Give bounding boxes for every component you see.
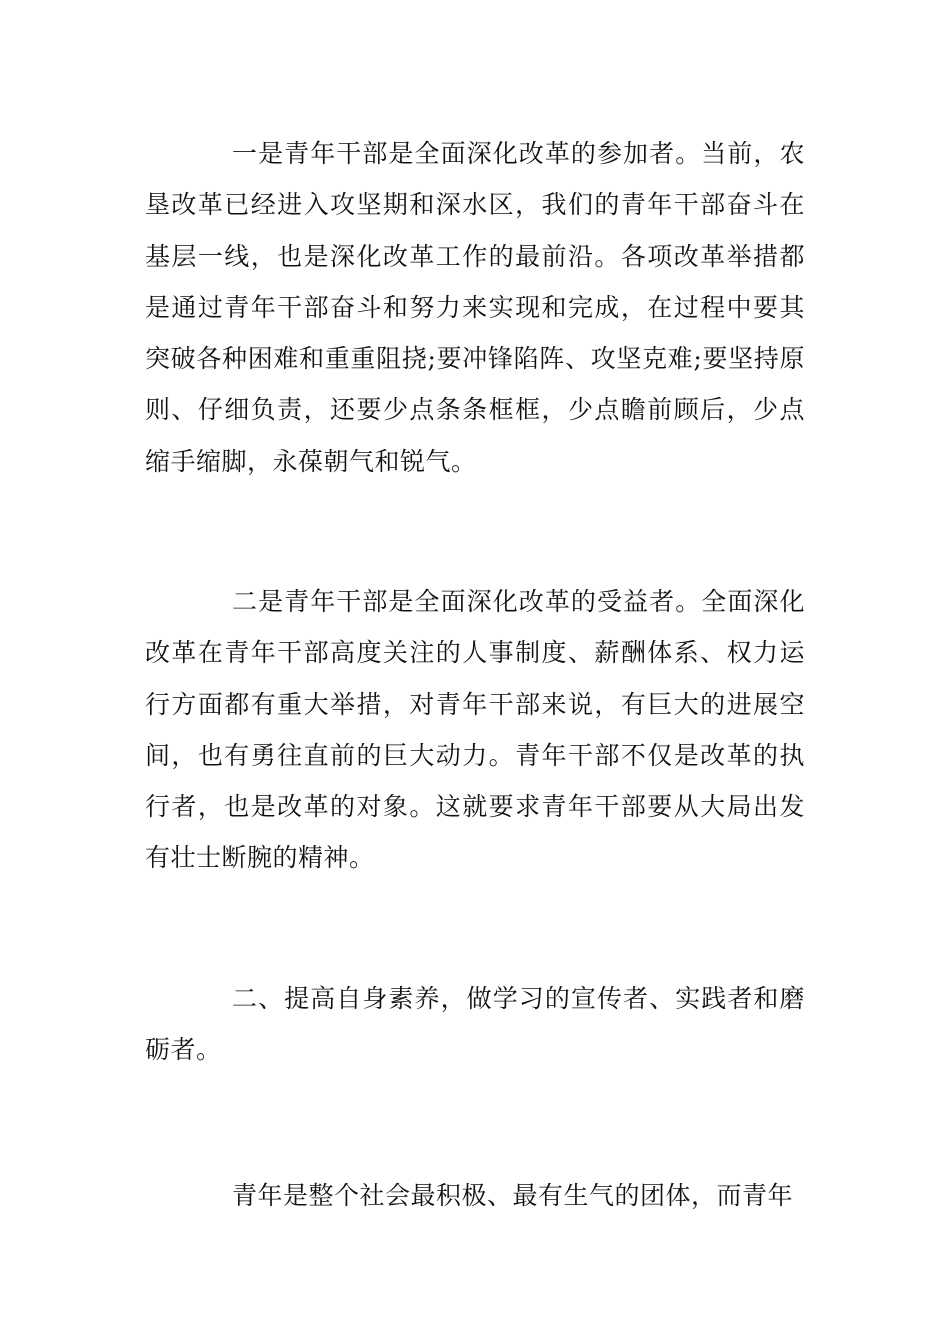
section-heading-self-cultivation: 二、提高自身素养，做学习的宣传者、实践者和磨砺者。 (145, 984, 805, 1065)
paragraph-reform-beneficiaries: 二是青年干部是全面深化改革的受益者。全面深化改革在青年干部高度关注的人事制度、薪酬体系、权力运行方面都有重大举措，对青年干部来说，有巨大的进展空间，也有勇往直前的巨大动力。青年干部不仅是改革的执行者，也是改革的对象。这就要求青年干部要从大局出发有壮士断腕的精神。 (145, 587, 805, 873)
paragraph-reform-participants: 一是青年干部是全面深化改革的参加者。当前，农垦改革已经进入攻坚期和深水区，我们的青年干部奋斗在基层一线，也是深化改革工作的最前沿。各项改革举措都是通过青年干部奋斗和努力来实现和完成，在过程中要其突破各种困难和重重阻挠;要冲锋陷阵、攻坚克难;要坚持原则、仔细负责，还要少点条条框框，少点瞻前顾后，少点缩手缩脚，永葆朝气和锐气。 (145, 139, 805, 476)
paragraph-youth-group: 青年是整个社会最积极、最有生气的团体，而青年 (232, 1181, 794, 1210)
